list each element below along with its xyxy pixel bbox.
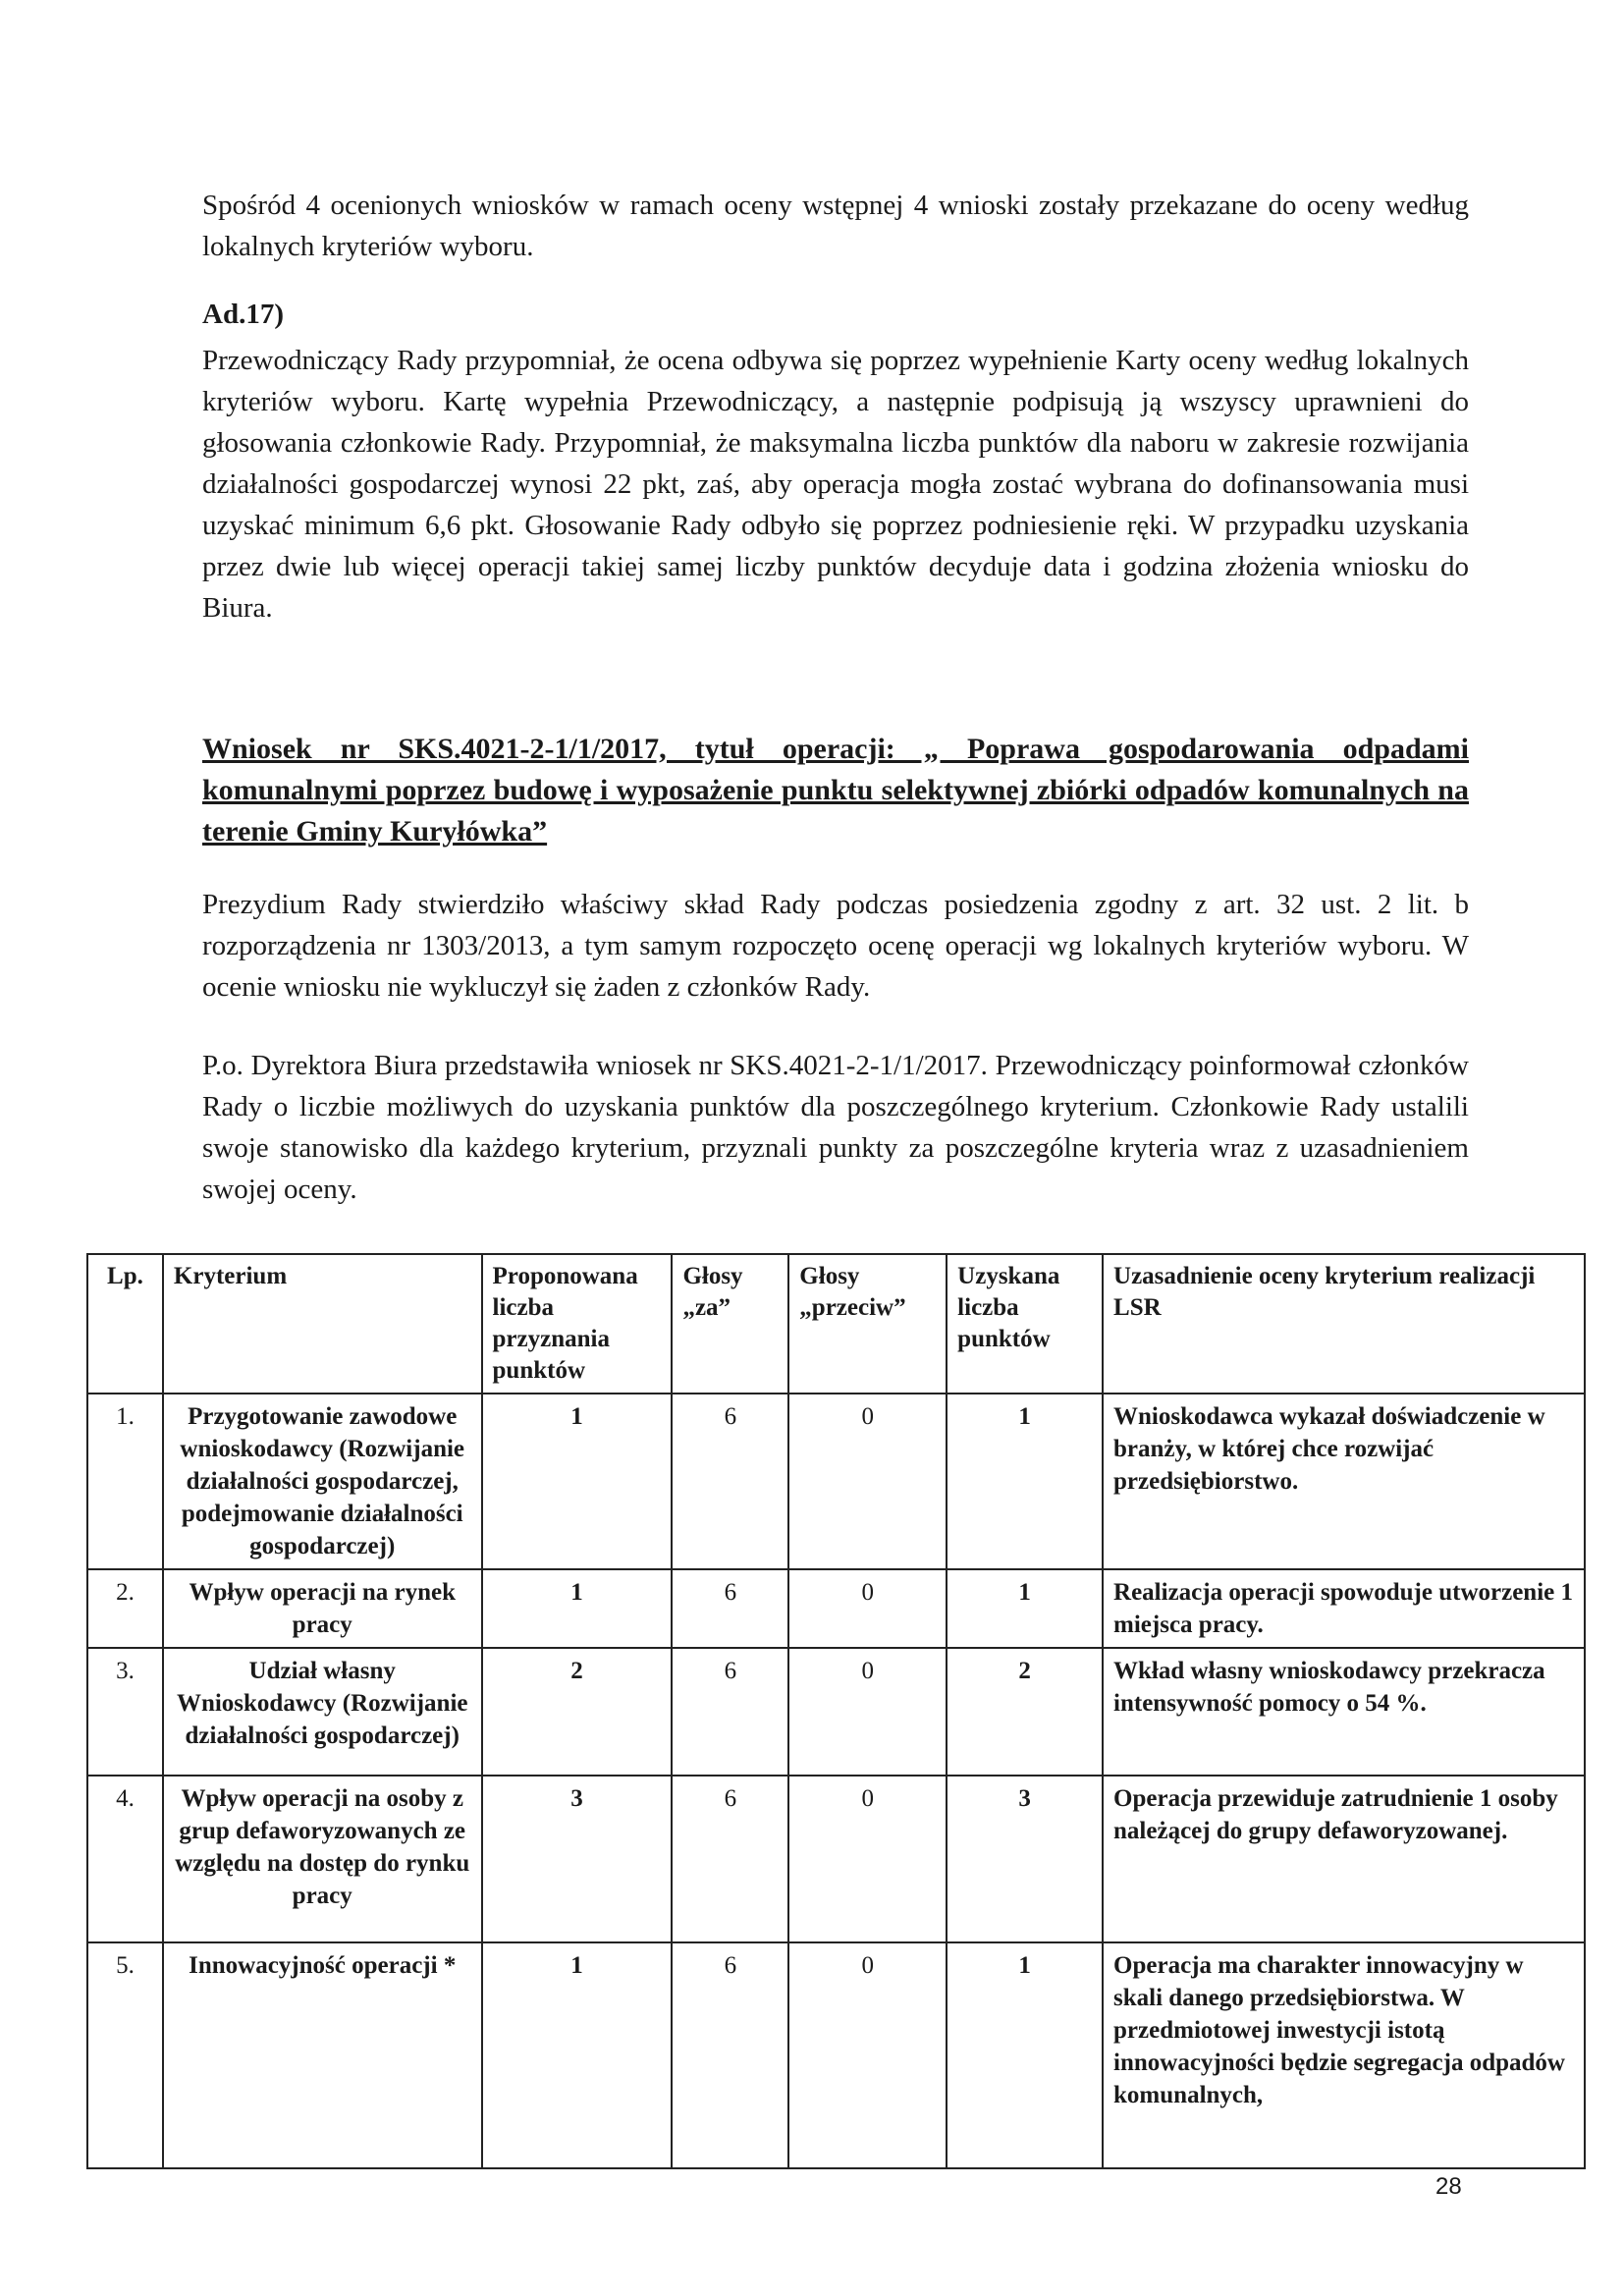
row-lp: 4.	[87, 1776, 163, 1942]
intro-paragraph: Spośród 4 ocenionych wniosków w ramach oceny wstępnej 4 wnioski zostały przekazane do oceny według lokalnych kryteriów wyboru.	[202, 190, 1469, 262]
table-row	[87, 1942, 1585, 2168]
row-za: 6	[672, 1776, 788, 1942]
row-kryterium: Wpływ operacji na osoby z grup defaworyzowanych ze względu na dostęp do rynku pracy	[163, 1776, 482, 1942]
table-row	[87, 1394, 1585, 1569]
row-kryterium: Innowacyjność operacji *	[163, 1942, 482, 2168]
row-kryterium: Wpływ operacji na rynek pracy	[163, 1569, 482, 1648]
table-row	[87, 1569, 1585, 1648]
row-uzyskana: 1	[947, 1394, 1103, 1569]
section-heading: Ad.17)	[202, 299, 284, 330]
presidium-paragraph: Prezydium Rady stwierdziło właściwy skład Rady podczas posiedzenia zgodny z art. 32 ust. 2 lit. b rozporządzenia nr 1303/2013, a tym samym rozpoczęto ocenę operacji wg lokalnych kryteriów wyboru. W ocenie wniosku nie wykluczył się żaden z członków Rady.	[202, 889, 1469, 1003]
row-proponowana: 3	[482, 1776, 673, 1942]
row-za: 6	[672, 1648, 788, 1776]
header-kryterium: Kryterium	[163, 1254, 482, 1394]
row-uzasadnienie: Realizacja operacji spowoduje utworzenie 1 miejsca pracy.	[1103, 1569, 1585, 1648]
row-uzasadnienie: Operacja ma charakter innowacyjny w skali danego przedsiębiorstwa. W przedmiotowej inwestycji istotą innowacyjności będzie segregacja odpadów komunalnych,	[1103, 1942, 1585, 2168]
row-kryterium: Udział własny Wnioskodawcy (Rozwijanie działalności gospodarczej)	[163, 1648, 482, 1776]
row-lp: 5.	[87, 1942, 163, 2168]
application-title: Wniosek nr SKS.4021-2-1/1/2017, tytuł operacji: „ Poprawa gospodarowania odpadami komunalnymi poprzez budowę i wyposażenie punktu selektywnej zbiórki odpadów komunalnych na terenie Gminy Kuryłówka”	[202, 733, 1469, 847]
row-uzyskana: 1	[947, 1569, 1103, 1648]
page-number: 28	[1435, 2173, 1462, 2200]
row-uzasadnienie: Operacja przewiduje zatrudnienie 1 osoby należącej do grupy defaworyzowanej.	[1103, 1776, 1585, 1942]
row-lp: 3.	[87, 1648, 163, 1776]
section-paragraph: Przewodniczący Rady przypomniał, że ocena odbywa się poprzez wypełnienie Karty oceny według lokalnych kryteriów wyboru. Kartę wypełnia Przewodniczący, a następnie podpisują ją wszyscy uprawnieni do głosowania członkowie Rady. Przypomniał, że maksymalna liczba punktów dla naboru w zakresie rozwijania działalności gospodarczej wynosi 22 pkt, zaś, aby operacja mogła zostać wybrana do dofinansowania musi uzyskać minimum 6,6 pkt. Głosowanie Rady odbyło się poprzez podniesienie ręki. W przypadku uzyskania przez dwie lub więcej operacji takiej samej liczby punktów decyduje data i godzina złożenia wniosku do Biura.	[202, 345, 1469, 624]
row-przeciw: 0	[788, 1942, 947, 2168]
table-header-row	[87, 1254, 1585, 1394]
table-row	[87, 1648, 1585, 1776]
criteria-table	[86, 1253, 1586, 2169]
header-proponowana: Proponowana liczba przyznania punktów	[482, 1254, 673, 1394]
director-paragraph: P.o. Dyrektora Biura przedstawiła wniosek nr SKS.4021-2-1/1/2017. Przewodniczący poinformował członków Rady o liczbie możliwych do uzyskania punktów dla poszczególnego kryterium. Członkowie Rady ustalili swoje stanowisko dla każdego kryterium, przyznali punkty za poszczególne kryteria wraz z uzasadnieniem swojej oceny.	[202, 1050, 1469, 1205]
row-za: 6	[672, 1394, 788, 1569]
header-glosy-za: Głosy „za”	[672, 1254, 788, 1394]
row-proponowana: 1	[482, 1569, 673, 1648]
row-uzyskana: 1	[947, 1942, 1103, 2168]
row-przeciw: 0	[788, 1776, 947, 1942]
row-proponowana: 2	[482, 1648, 673, 1776]
row-przeciw: 0	[788, 1648, 947, 1776]
row-lp: 1.	[87, 1394, 163, 1569]
row-za: 6	[672, 1569, 788, 1648]
header-uzyskana: Uzyskana liczba punktów	[947, 1254, 1103, 1394]
row-proponowana: 1	[482, 1942, 673, 2168]
row-kryterium: Przygotowanie zawodowe wnioskodawcy (Rozwijanie działalności gospodarczej, podejmowanie działalności gospodarczej)	[163, 1394, 482, 1569]
header-lp: Lp.	[87, 1254, 163, 1394]
row-lp: 2.	[87, 1569, 163, 1648]
row-przeciw: 0	[788, 1394, 947, 1569]
row-za: 6	[672, 1942, 788, 2168]
header-uzasadnienie: Uzasadnienie oceny kryterium realizacji LSR	[1103, 1254, 1585, 1394]
row-proponowana: 1	[482, 1394, 673, 1569]
row-przeciw: 0	[788, 1569, 947, 1648]
row-uzasadnienie: Wnioskodawca wykazał doświadczenie w branży, w której chce rozwijać przedsiębiorstwo.	[1103, 1394, 1585, 1569]
header-glosy-przeciw: Głosy „przeciw”	[788, 1254, 947, 1394]
row-uzasadnienie: Wkład własny wnioskodawcy przekracza intensywność pomocy o 54 %.	[1103, 1648, 1585, 1776]
row-uzyskana: 3	[947, 1776, 1103, 1942]
table-row	[87, 1776, 1585, 1942]
row-uzyskana: 2	[947, 1648, 1103, 1776]
